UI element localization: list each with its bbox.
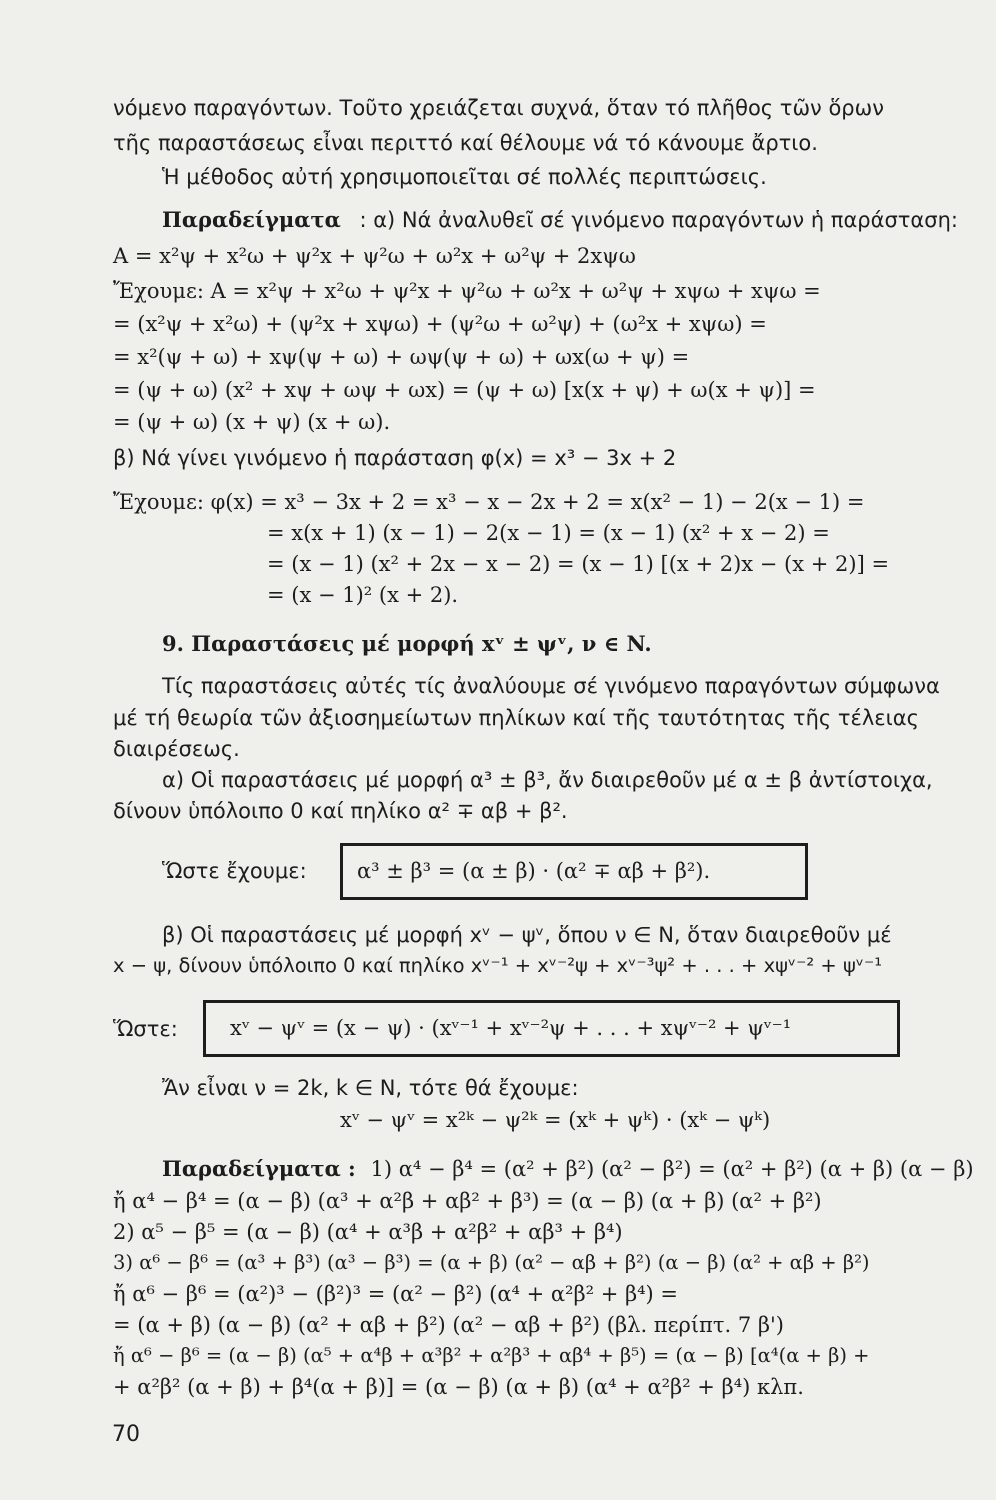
text-line: δίνουν ὑπόλοιπο 0 καί πηλίκο α² ∓ αβ + β². [113, 799, 568, 823]
formula-line: Ἔχουμε: φ(x) = x³ − 3x + 2 = x³ − x − 2x + 2 = x(x² − 1) − 2(x − 1) = [113, 490, 865, 514]
formula-line: ἤ α⁶ − β⁶ = (α − β) (α⁵ + α⁴β + α³β² + α²β³ + αβ⁴ + β⁵) = (α − β) [α⁴(α + β) + [113, 1344, 870, 1367]
section-heading: 9. Παραστάσεις μέ μορφή xᵛ ± ψᵛ, ν ∈ N. [162, 631, 652, 656]
boxed-formula-text: α³ ± β³ = (α ± β) · (α² ∓ αβ + β²). [357, 859, 711, 883]
formula-line: + α²β² (α + β) + β⁴(α + β)] = (α − β) (α + β) (α⁴ + α²β² + β⁴) κλπ. [113, 1375, 804, 1399]
text-line: β) Νά γίνει γινόμενο ἡ παράσταση φ(x) = x³ − 3x + 2 [113, 446, 677, 470]
text-line: Τίς παραστάσεις αὐτές τίς ἀναλύουμε σέ γινόμενο παραγόντων σύμφωνα [162, 674, 940, 698]
text-line: β) Οἱ παραστάσεις μέ μορφή xᵛ − ψᵛ, ὅπου ν ∈ N, ὅταν διαιρεθοῦν μέ [162, 923, 892, 947]
boxed-formula-text: xᵛ − ψᵛ = (x − ψ) · (xᵛ⁻¹ + xᵛ⁻²ψ + . . . + xψᵛ⁻² + ψᵛ⁻¹ [230, 1016, 792, 1040]
formula-line: = (x − 1)² (x + 2). [267, 583, 459, 607]
boxed-formula [203, 1000, 900, 1057]
formula-line: = x²(ψ + ω) + xψ(ψ + ω) + ωψ(ψ + ω) + ωx(ω + ψ) = [113, 345, 690, 369]
text-line: μέ τή θεωρία τῶν ἀξιοσημείωτων πηλίκων καί τῆς ταυτότητας τῆς τέλειας [113, 706, 919, 730]
formula-line: 3) α⁶ − β⁶ = (α³ + β³) (α³ − β³) = (α + β) (α² − αβ + β²) (α − β) (α² + αβ + β²) [113, 1251, 870, 1274]
formula-line: = x(x + 1) (x − 1) − 2(x − 1) = (x − 1) (x² + x − 2) = [267, 521, 830, 545]
formula-text: 1) α⁴ − β⁴ = (α² + β²) (α² − β²) = (α² + β²) (α + β) (α − β) [370, 1157, 974, 1181]
text-line: τῆς παραστάσεως εἶναι περιττό καί θέλουμε νά τό κάνουμε ἄρτιο. [113, 131, 818, 155]
text-line: νόμενο παραγόντων. Τοῦτο χρειάζεται συχνά, ὅταν τό πλῆθος τῶν ὅρων [113, 96, 884, 120]
text-line: Ὥστε: [113, 1017, 178, 1041]
text-line: α) Οἱ παραστάσεις μέ μορφή α³ ± β³, ἄν διαιρεθοῦν μέ α ± β ἀντίστοιχα, [162, 768, 933, 792]
examples-heading: Παραδείγματα : [162, 1156, 356, 1181]
formula-line: ἤ α⁶ − β⁶ = (α²)³ − (β²)³ = (α² − β²) (α⁴ + α²β² + β⁴) = [113, 1282, 679, 1306]
text-line: Ὥστε ἔχουμε: [162, 859, 307, 883]
formula-line: 2) α⁵ − β⁵ = (α − β) (α⁴ + α³β + α²β² + αβ³ + β⁴) [113, 1220, 623, 1244]
formula-line: = (x²ψ + x²ω) + (ψ²x + xψω) + (ψ²ω + ω²ψ) + (ω²x + xψω) = [113, 312, 767, 336]
formula-line: A = x²ψ + x²ω + ψ²x + ψ²ω + ω²x + ω²ψ + 2xψω [113, 244, 636, 268]
formula-line: = (x − 1) (x² + 2x − x − 2) = (x − 1) [(x + 2)x − (x + 2)] = [267, 552, 890, 576]
text-line: Ἡ μέθοδος αὐτή χρησιμοποιεῖται σέ πολλές περιπτώσεις. [162, 165, 767, 189]
formula-line: = (ψ + ω) (x² + xψ + ωψ + ωx) = (ψ + ω) [x(x + ψ) + ω(x + ψ)] = [113, 378, 816, 402]
text-line: Ἄν εἶναι ν = 2k, k ∈ N, τότε θά ἔχουμε: [162, 1076, 579, 1100]
formula-line: Ἔχουμε: A = x²ψ + x²ω + ψ²x + ψ²ω + ω²x + ω²ψ + xψω + xψω = [113, 279, 821, 303]
formula-line: xᵛ − ψᵛ = x²ᵏ − ψ²ᵏ = (xᵏ + ψᵏ) · (xᵏ − ψᵏ) [340, 1108, 771, 1132]
examples-2-line [162, 1155, 982, 1183]
page-number: 70 [112, 1422, 140, 1447]
examples-heading-line [162, 206, 982, 234]
formula-line: = (α + β) (α − β) (α² + αβ + β²) (α² − αβ + β²) (βλ. περίπτ. 7 β') [113, 1313, 784, 1337]
formula-line: = (ψ + ω) (x + ψ) (x + ω). [113, 410, 391, 434]
text-line: διαιρέσεως. [113, 737, 240, 761]
boxed-formula [340, 843, 808, 900]
examples-heading: Παραδείγματα [162, 207, 341, 232]
example-a-intro: : α) Νά ἀναλυθεῖ σέ γινόμενο παραγόντων ἡ παράσταση: [359, 208, 958, 232]
text-line: x − ψ, δίνουν ὑπόλοιπο 0 καί πηλίκο xᵛ⁻¹ + xᵛ⁻²ψ + xᵛ⁻³ψ² + . . . + xψᵛ⁻² + ψᵛ⁻¹ [113, 954, 883, 977]
formula-line: ἤ α⁴ − β⁴ = (α − β) (α³ + α²β + αβ² + β³) = (α − β) (α + β) (α² + β²) [113, 1189, 822, 1213]
